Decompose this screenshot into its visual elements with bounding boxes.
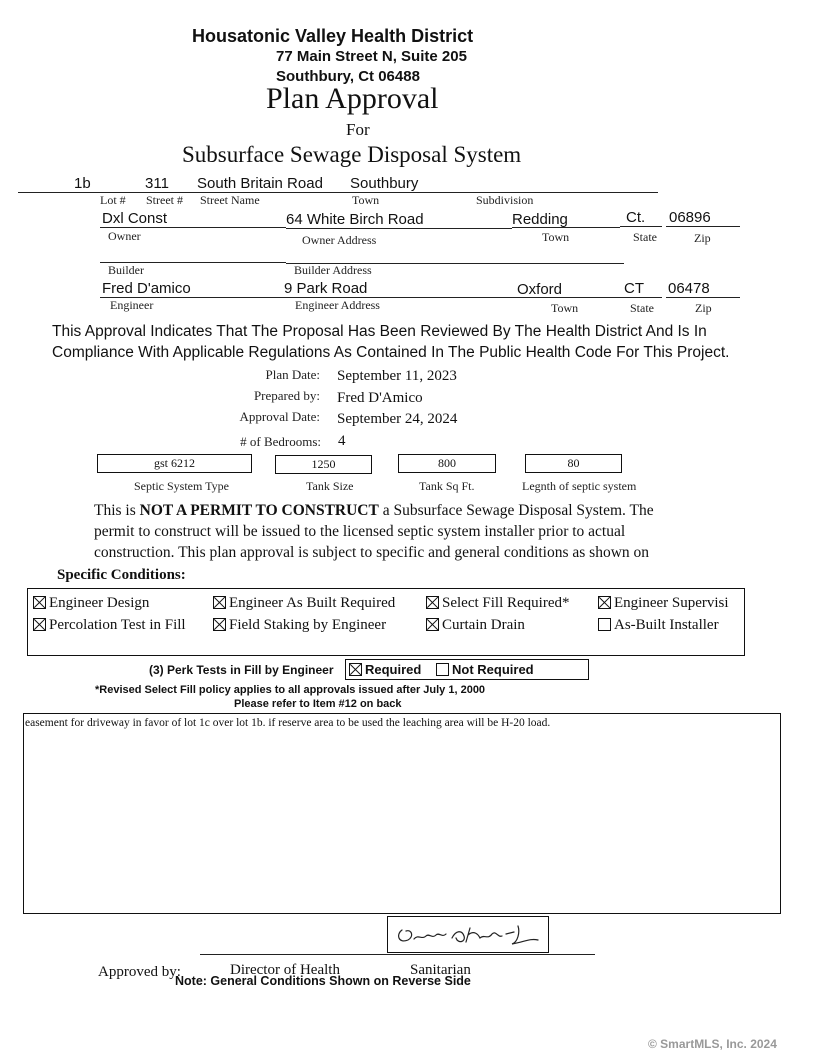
checkbox-checked-icon[interactable] xyxy=(213,596,226,609)
org-address-line2: Southbury, Ct 06488 xyxy=(276,68,420,85)
sanitarian-label: Sanitarian xyxy=(410,962,471,978)
signature-line xyxy=(200,954,595,955)
owner-town-line xyxy=(512,227,620,228)
signature-scribble xyxy=(392,920,546,950)
engineer-state: CT xyxy=(624,280,644,297)
owner-state: Ct. xyxy=(626,209,646,226)
condition-percolation-test: Percolation Test in Fill xyxy=(33,617,186,634)
septic-length-label: Legnth of septic system xyxy=(522,479,637,493)
engineer-address-label: Engineer Address xyxy=(295,298,380,312)
town-label: Town xyxy=(352,193,380,207)
select-fill-note: *Revised Select Fill policy applies to all approvals issued after July 1, 2000 xyxy=(95,684,486,696)
owner-state-line xyxy=(620,226,662,227)
owner-address-label: Owner Address xyxy=(302,233,377,247)
engineer-state-label: State xyxy=(630,301,654,315)
checkbox-checked-icon[interactable] xyxy=(598,596,611,609)
engineer-town-label: Town xyxy=(551,301,579,315)
lot-label: Lot # xyxy=(100,193,126,207)
tank-size-box: 1250 xyxy=(275,455,372,474)
septic-type-box: gst 6212 xyxy=(97,454,252,473)
checkbox-checked-icon[interactable] xyxy=(213,618,226,631)
org-address-line1: 77 Main Street N, Suite 205 xyxy=(276,48,467,65)
checkbox-unchecked-icon[interactable] xyxy=(598,618,611,631)
org-name: Housatonic Valley Health District xyxy=(192,26,474,46)
bedrooms-value: 4 xyxy=(338,433,346,449)
owner-town: Redding xyxy=(512,211,568,228)
plan-date-label: Plan Date: xyxy=(265,367,320,382)
condition-curtain-drain: Curtain Drain xyxy=(426,617,525,634)
lot-town: Southbury xyxy=(350,175,419,192)
general-conditions-note: Note: General Conditions Shown on Reverse Side xyxy=(175,974,471,988)
tank-sqft-label: Tank Sq Ft. xyxy=(419,479,475,493)
notice-line3: construction. This plan approval is subject to specific and general conditions as shown on xyxy=(94,544,650,561)
owner-address: 64 White Birch Road xyxy=(286,211,424,228)
not-a-permit-text: NOT A PERMIT TO CONSTRUCT xyxy=(139,502,379,519)
septic-type-label: Septic System Type xyxy=(134,479,229,493)
engineer-label: Engineer xyxy=(110,298,154,312)
engineer-zip: 06478 xyxy=(668,280,710,297)
approval-statement-line2: Compliance With Applicable Regulations As Contained In The Public Health Code For This Project. xyxy=(52,344,730,361)
prepared-by-value: Fred D'Amico xyxy=(337,390,423,406)
owner-town-label: Town xyxy=(542,230,570,244)
owner-name: Dxl Const xyxy=(102,210,168,227)
perk-not-required-option: Not Required xyxy=(436,662,534,677)
street-name-label: Street Name xyxy=(200,193,260,207)
tank-size-label: Tank Size xyxy=(306,479,354,493)
checkbox-checked-icon[interactable] xyxy=(33,618,46,631)
lot-number: 1b xyxy=(74,175,91,192)
page-subtitle: Subsurface Sewage Disposal System xyxy=(182,142,522,167)
prepared-by-label: Prepared by: xyxy=(253,388,320,403)
comments-text: easement for driveway in favor of lot 1c over lot 1b. if reserve area to be used the leaching area will be H-20 load. xyxy=(25,717,551,729)
builder-label: Builder xyxy=(108,263,144,277)
checkbox-checked-icon[interactable] xyxy=(33,596,46,609)
builder-address-label: Builder Address xyxy=(294,263,372,277)
condition-engineer-design: Engineer Design xyxy=(33,595,149,612)
engineer-zip-line xyxy=(666,297,740,298)
street-name: South Britain Road xyxy=(197,175,323,192)
owner-address-line xyxy=(286,228,512,229)
septic-length-box: 80 xyxy=(525,454,622,473)
owner-zip-line xyxy=(666,226,740,227)
engineer-town: Oxford xyxy=(517,281,563,298)
checkbox-checked-icon[interactable] xyxy=(426,618,439,631)
perk-tests-label: (3) Perk Tests in Fill by Engineer xyxy=(149,663,334,677)
director-of-health-label: Director of Health xyxy=(230,962,340,978)
subdivision-label: Subdivision xyxy=(476,193,534,207)
approval-date-value: September 24, 2024 xyxy=(337,411,458,427)
engineer-name: Fred D'amico xyxy=(102,280,191,297)
comments-box xyxy=(23,713,781,914)
approved-by-label: Approved by: xyxy=(98,964,181,980)
notice-line1: This is NOT A PERMIT TO CONSTRUCT a Subsurface Sewage Disposal System. The xyxy=(94,502,654,519)
approval-date-label: Approval Date: xyxy=(239,409,320,424)
condition-field-staking: Field Staking by Engineer xyxy=(213,617,386,634)
smartmls-watermark: © SmartMLS, Inc. 2024 xyxy=(648,1037,777,1051)
owner-zip-label: Zip xyxy=(694,231,711,245)
page-title: Plan Approval xyxy=(266,82,439,115)
engineer-address: 9 Park Road xyxy=(284,280,368,297)
title-for: For xyxy=(346,120,370,139)
perk-required-option: Required xyxy=(349,662,421,677)
approval-statement-line1: This Approval Indicates That The Proposal Has Been Reviewed By The Health District And Is In xyxy=(52,323,707,340)
engineer-zip-label: Zip xyxy=(695,301,712,315)
plan-date-value: September 11, 2023 xyxy=(337,368,457,384)
engineer-town-line xyxy=(512,297,620,298)
notice-line2: permit to construct will be issued to the licensed septic system installer prior to actual xyxy=(94,523,626,540)
item-12-note: Please refer to Item #12 on back xyxy=(234,698,402,710)
condition-as-built-installer: As-Built Installer xyxy=(598,617,719,634)
tank-sqft-box: 800 xyxy=(398,454,496,473)
street-number: 311 xyxy=(145,175,169,192)
owner-zip: 06896 xyxy=(669,209,711,226)
street-number-label: Street # xyxy=(146,193,183,207)
owner-name-line xyxy=(100,227,286,228)
owner-label: Owner xyxy=(108,229,141,243)
checkbox-checked-icon[interactable] xyxy=(349,663,362,676)
checkbox-checked-icon[interactable] xyxy=(426,596,439,609)
engineer-state-line xyxy=(620,297,662,298)
condition-engineer-as-built: Engineer As Built Required xyxy=(213,595,395,612)
specific-conditions-heading: Specific Conditions: xyxy=(57,567,186,583)
owner-state-label: State xyxy=(633,230,657,244)
bedrooms-label: # of Bedrooms: xyxy=(240,434,321,449)
condition-engineer-supervision: Engineer Supervisi xyxy=(598,595,741,612)
condition-select-fill: Select Fill Required* xyxy=(426,595,569,612)
checkbox-unchecked-icon[interactable] xyxy=(436,663,449,676)
